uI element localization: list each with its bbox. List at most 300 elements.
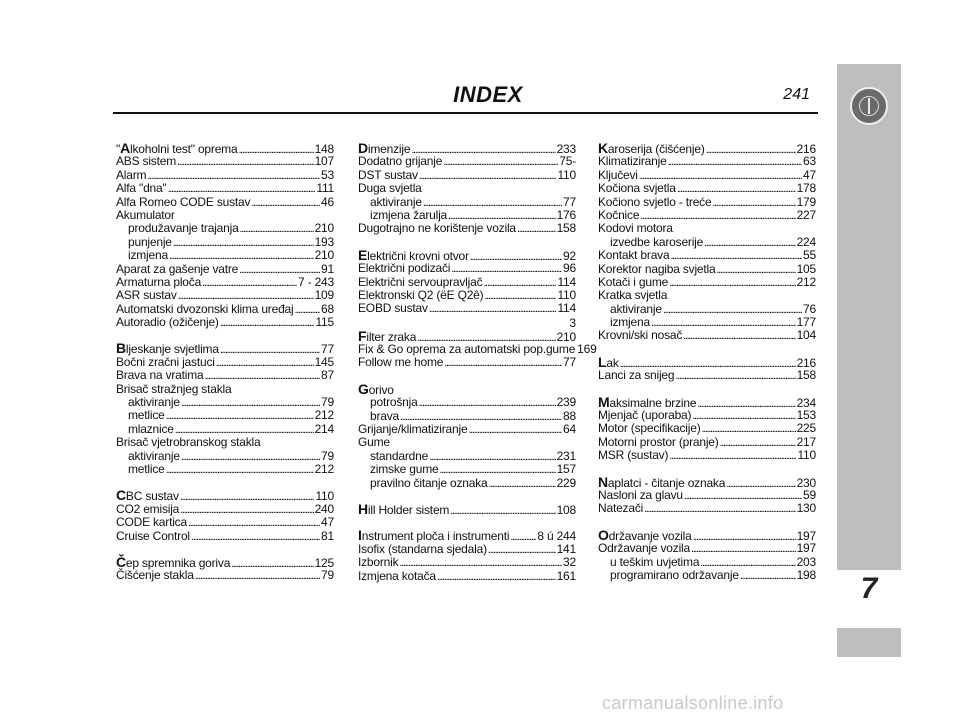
entry-label: produžavanje trajanja bbox=[128, 221, 239, 236]
entry-label: Alfa "dna" bbox=[116, 181, 167, 196]
entry-label: Alfa Romeo CODE sustav bbox=[116, 194, 251, 209]
section-gap bbox=[358, 370, 576, 383]
index-subentry[interactable] bbox=[598, 236, 816, 249]
index-entry[interactable] bbox=[116, 155, 334, 168]
entry-page: 210 bbox=[556, 329, 576, 344]
index-entry[interactable] bbox=[116, 142, 334, 155]
leader-dots bbox=[684, 489, 802, 503]
index-entry[interactable] bbox=[598, 196, 816, 209]
index-entry[interactable] bbox=[598, 409, 816, 422]
index-entry[interactable] bbox=[116, 276, 334, 289]
section-initial: F bbox=[358, 327, 367, 344]
index-entry[interactable] bbox=[358, 423, 576, 436]
entry-label: Duga svjetla bbox=[358, 181, 422, 196]
entry-page: 105 bbox=[796, 261, 816, 276]
leader-dots bbox=[166, 463, 314, 477]
entry-page: 198 bbox=[796, 567, 816, 582]
leader-dots bbox=[716, 263, 795, 277]
index-entry[interactable] bbox=[116, 209, 334, 222]
entry-page: 88 bbox=[563, 408, 576, 423]
index-subentry[interactable] bbox=[116, 423, 334, 436]
entry-page: 193 bbox=[314, 234, 334, 249]
leader-dots bbox=[216, 356, 314, 370]
entry-label: "Alkoholni test" oprema bbox=[116, 140, 238, 156]
index-entry[interactable] bbox=[358, 500, 576, 517]
index-subentry[interactable] bbox=[358, 450, 576, 463]
entry-label: Dimenzije bbox=[358, 140, 411, 156]
leader-dots bbox=[188, 516, 320, 530]
entry-label: Autoradio (ožičenje) bbox=[116, 315, 219, 330]
entry-page: 177 bbox=[796, 315, 816, 330]
entry-page: 46 bbox=[321, 194, 334, 209]
leader-dots bbox=[668, 155, 802, 169]
index-entry[interactable] bbox=[598, 155, 816, 168]
entry-page: 148 bbox=[314, 142, 334, 156]
entry-label: Kratka svjetla bbox=[598, 288, 668, 303]
index-subentry[interactable] bbox=[116, 249, 334, 262]
entry-label: Električni krovni otvor bbox=[358, 246, 469, 263]
entry-label: brava bbox=[370, 408, 400, 423]
index-column-3 bbox=[598, 142, 816, 582]
entry-page: 55 bbox=[803, 248, 816, 263]
index-entry[interactable] bbox=[598, 263, 816, 276]
entry-page: 81 bbox=[321, 528, 334, 543]
entry-page: 157 bbox=[556, 462, 576, 477]
entry-label: metlice bbox=[128, 461, 165, 476]
entry-page: 176 bbox=[556, 207, 576, 222]
entry-label: izvedbe karoserije bbox=[610, 234, 704, 249]
entry-page: 115 bbox=[315, 315, 334, 330]
entry-page: 158 bbox=[796, 368, 816, 383]
entry-label: Naplatci - čitanje oznaka bbox=[598, 473, 726, 490]
leader-dots bbox=[644, 502, 795, 516]
leader-dots bbox=[712, 196, 795, 210]
entry-page: 179 bbox=[796, 194, 816, 209]
entry-label: Brisač vjetrobranskog stakla bbox=[116, 435, 261, 450]
entry-label: Motorni prostor (pranje) bbox=[598, 434, 719, 449]
entry-label: Održavanje vozila bbox=[598, 526, 692, 543]
entry-label: aktiviranje bbox=[128, 448, 180, 463]
entry-label: Ključevi bbox=[598, 167, 638, 182]
entry-label: Karoserija (čišćenje) bbox=[598, 140, 705, 156]
entry-label: izmjena bbox=[610, 315, 650, 330]
entry-page: 130 bbox=[796, 501, 816, 516]
entry-page: 79 bbox=[321, 395, 334, 410]
index-entry[interactable] bbox=[358, 142, 576, 155]
watermark: carmanualsonline.info bbox=[602, 693, 784, 713]
index-subentry[interactable] bbox=[116, 450, 334, 463]
entry-page: 107 bbox=[314, 154, 334, 169]
entry-label: aktiviranje bbox=[370, 194, 422, 209]
index-entry[interactable] bbox=[116, 383, 334, 396]
leader-dots bbox=[669, 276, 795, 290]
index-entry[interactable] bbox=[358, 262, 576, 275]
entry-label: metlice bbox=[128, 408, 165, 423]
leader-dots bbox=[166, 409, 314, 423]
entry-page: 141 bbox=[556, 541, 576, 556]
index-entry[interactable] bbox=[116, 316, 334, 329]
leader-dots bbox=[444, 356, 562, 370]
entry-page: 96 bbox=[563, 261, 576, 276]
leader-dots bbox=[704, 236, 795, 250]
entry-page: 110 bbox=[315, 489, 334, 504]
section-gap bbox=[598, 463, 816, 476]
entry-label: standardne bbox=[370, 448, 429, 463]
leader-dots bbox=[720, 436, 796, 450]
leader-dots bbox=[220, 316, 315, 330]
index-entry[interactable] bbox=[598, 489, 816, 502]
index-column-1 bbox=[116, 142, 334, 583]
index-entry[interactable] bbox=[598, 276, 816, 289]
entry-label: Bočni zračni jastuci bbox=[116, 354, 215, 369]
index-subentry[interactable] bbox=[358, 463, 576, 476]
entry-label: Lak bbox=[598, 353, 619, 370]
leader-dots bbox=[147, 169, 320, 183]
entry-page: 75- bbox=[559, 154, 576, 169]
entry-page: 110 bbox=[557, 287, 576, 302]
entry-label: mlaznice bbox=[128, 421, 174, 436]
entry-page: 224 bbox=[796, 234, 816, 249]
section-initial: Č bbox=[116, 553, 126, 570]
leader-dots bbox=[488, 477, 555, 491]
entry-page: 210 bbox=[314, 248, 334, 263]
index-entry[interactable] bbox=[358, 529, 576, 542]
section-gap bbox=[358, 236, 576, 249]
entry-page: 114 bbox=[557, 274, 576, 289]
chapter-sidebar bbox=[837, 64, 901, 657]
index-entry[interactable] bbox=[598, 142, 816, 155]
entry-label: ABS sistem bbox=[116, 154, 177, 169]
section-gap bbox=[598, 383, 816, 396]
entry-label: Kodovi motora bbox=[598, 221, 673, 236]
section-initial: I bbox=[358, 527, 362, 544]
entry-label: MSR (sustav) bbox=[598, 448, 669, 463]
entry-page: 225 bbox=[796, 421, 816, 436]
entry-label: CO2 emisija bbox=[116, 501, 180, 516]
entry-label: pravilno čitanje oznaka bbox=[370, 475, 488, 490]
entry-label: Električni podizači bbox=[358, 261, 451, 276]
leader-dots bbox=[181, 396, 320, 410]
index-entry[interactable] bbox=[116, 436, 334, 449]
entry-label: Lanci za snijeg bbox=[598, 368, 675, 383]
page-number: 241 bbox=[783, 86, 810, 103]
index-entry[interactable] bbox=[598, 542, 816, 555]
entry-page: 91 bbox=[321, 261, 334, 276]
entry-label: Motor (specifikacije) bbox=[598, 421, 701, 436]
index-subentry[interactable] bbox=[116, 409, 334, 422]
entry-page: 114 bbox=[557, 301, 576, 316]
leader-dots bbox=[663, 303, 802, 317]
entry-label: aktiviranje bbox=[610, 301, 662, 316]
section-initial: N bbox=[598, 473, 608, 490]
index-entry[interactable] bbox=[116, 169, 334, 182]
entry-label: CBC sustav bbox=[116, 487, 179, 504]
index-entry[interactable] bbox=[598, 222, 816, 235]
section-initial: L bbox=[598, 353, 607, 370]
index-entry[interactable] bbox=[598, 473, 816, 490]
leader-dots bbox=[173, 236, 314, 250]
leader-dots bbox=[483, 276, 556, 290]
entry-label: Izbornik bbox=[358, 555, 399, 570]
index-subentry[interactable] bbox=[358, 477, 576, 490]
section-gap bbox=[116, 476, 334, 489]
index-entry[interactable] bbox=[358, 342, 597, 357]
entry-page: 231 bbox=[556, 448, 576, 463]
section-initial: H bbox=[358, 500, 368, 517]
leader-dots bbox=[740, 569, 796, 583]
leader-dots bbox=[191, 530, 320, 544]
entry-label: Isofix (standarna sjedala) bbox=[358, 541, 487, 556]
entry-label: Brisač stražnjeg stakla bbox=[116, 381, 232, 396]
index-entry[interactable] bbox=[358, 380, 576, 397]
leader-dots bbox=[180, 503, 313, 517]
entry-label: Održavanje vozila bbox=[598, 541, 690, 556]
entry-label: Armaturna ploča bbox=[116, 274, 202, 289]
index-entry[interactable] bbox=[358, 570, 576, 583]
entry-label: Dodatno grijanje bbox=[358, 154, 443, 169]
entry-page: 197 bbox=[796, 541, 816, 556]
leader-dots bbox=[419, 169, 557, 183]
entry-page: 216 bbox=[796, 355, 816, 370]
index-entry[interactable] bbox=[358, 169, 576, 182]
index-entry[interactable] bbox=[358, 436, 576, 449]
entry-page: 53 bbox=[321, 167, 334, 182]
entry-label: Izmjena kotača bbox=[358, 568, 436, 583]
entry-label: EOBD sustav bbox=[358, 301, 428, 316]
entry-page: 77 bbox=[563, 355, 576, 370]
index-entry[interactable] bbox=[598, 449, 816, 462]
entry-page: 47 bbox=[321, 515, 334, 530]
entry-label: DST sustav bbox=[358, 167, 418, 182]
index-subentry[interactable] bbox=[116, 236, 334, 249]
index-entry[interactable] bbox=[358, 182, 576, 195]
entry-label: Akumulator bbox=[116, 207, 175, 222]
leader-dots bbox=[468, 423, 562, 437]
index-entry[interactable] bbox=[116, 196, 334, 209]
entry-page: 239 bbox=[556, 395, 576, 410]
entry-label: Instrument ploča i instrumenti bbox=[358, 527, 510, 544]
entry-label: Čišćenje stakla bbox=[116, 568, 194, 583]
entry-page: 212 bbox=[314, 408, 334, 423]
entry-page: 47 bbox=[803, 167, 816, 182]
entry-label: u teškim uvjetima bbox=[610, 554, 700, 569]
entry-page: 87 bbox=[321, 368, 334, 383]
entry-page: 108 bbox=[556, 502, 576, 517]
section-initial: D bbox=[358, 140, 368, 156]
index-entry[interactable] bbox=[598, 169, 816, 182]
leader-dots bbox=[202, 276, 297, 290]
alfa-romeo-logo-icon bbox=[850, 87, 888, 125]
index-entry[interactable] bbox=[598, 182, 816, 195]
entry-page: 197 bbox=[796, 528, 816, 543]
index-entry[interactable] bbox=[598, 249, 816, 262]
index-subentry[interactable] bbox=[598, 569, 816, 582]
leader-dots bbox=[484, 289, 556, 303]
entry-label: Maksimalne brzine bbox=[598, 393, 697, 410]
index-subentry[interactable] bbox=[116, 222, 334, 235]
entry-label: Automatski dvozonski klima uređaj bbox=[116, 301, 294, 316]
entry-label: Bljeskanje svjetlima bbox=[116, 340, 219, 357]
entry-label: Cruise Control bbox=[116, 528, 190, 543]
entry-label: zimske gume bbox=[370, 462, 439, 477]
entry-page: 216 bbox=[796, 142, 816, 156]
index-entry[interactable] bbox=[358, 356, 576, 369]
index-entry[interactable] bbox=[116, 356, 334, 369]
entry-page: 64 bbox=[563, 422, 576, 437]
entry-label: Follow me home bbox=[358, 355, 444, 370]
entry-label: Natezači bbox=[598, 501, 644, 516]
entry-label: Čep spremnika goriva bbox=[116, 553, 231, 570]
index-entry[interactable] bbox=[116, 182, 334, 195]
index-entry[interactable] bbox=[598, 422, 816, 435]
entry-page: 145 bbox=[314, 354, 334, 369]
section-initial: E bbox=[358, 246, 368, 263]
entry-page: 111 bbox=[316, 181, 334, 196]
entry-page: 240 bbox=[314, 501, 334, 516]
leader-dots bbox=[429, 302, 557, 316]
index-entry[interactable] bbox=[598, 369, 816, 382]
entry-label: Grijanje/klimatiziranje bbox=[358, 422, 468, 437]
entry-label: izmjena bbox=[128, 248, 168, 263]
entry-page: 104 bbox=[796, 328, 816, 343]
index-entry[interactable] bbox=[116, 289, 334, 302]
entry-label: CODE kartica bbox=[116, 515, 187, 530]
entry-page: 234 bbox=[796, 395, 816, 410]
index-entry[interactable] bbox=[358, 302, 576, 315]
entry-label: Fix & Go oprema za automatski pop.gume bbox=[358, 342, 576, 357]
section-initial: O bbox=[598, 526, 609, 543]
leader-dots bbox=[683, 329, 795, 343]
index-entry[interactable] bbox=[116, 303, 334, 316]
index-subentry[interactable] bbox=[598, 316, 816, 329]
entry-label: ASR sustav bbox=[116, 288, 177, 303]
section-initial: G bbox=[358, 380, 369, 397]
entry-label: potrošnja bbox=[370, 395, 418, 410]
entry-label: aktiviranje bbox=[128, 395, 180, 410]
index-entry[interactable] bbox=[358, 276, 576, 289]
entry-page: 169 bbox=[577, 342, 597, 357]
index-entry[interactable] bbox=[598, 329, 816, 342]
leader-dots bbox=[419, 396, 556, 410]
entry-page: 110 bbox=[797, 448, 816, 463]
leader-dots bbox=[675, 369, 795, 383]
leader-dots bbox=[443, 155, 558, 169]
leader-dots bbox=[692, 409, 795, 423]
leader-dots bbox=[177, 155, 314, 169]
entry-page: 59 bbox=[803, 487, 816, 502]
index-entry[interactable] bbox=[116, 489, 334, 502]
index-entry[interactable] bbox=[116, 530, 334, 543]
entry-page: 8 ú 244 bbox=[537, 529, 576, 544]
index-entry[interactable] bbox=[598, 289, 816, 302]
entry-label: Brava na vratima bbox=[116, 368, 204, 383]
leader-dots bbox=[669, 449, 796, 463]
entry-label: punjenje bbox=[128, 234, 172, 249]
index-entry[interactable] bbox=[116, 369, 334, 382]
index-entry[interactable] bbox=[598, 209, 816, 222]
entry-page: 212 bbox=[314, 461, 334, 476]
index-subentry[interactable] bbox=[358, 396, 576, 409]
index-entry[interactable] bbox=[358, 246, 576, 263]
leader-dots bbox=[251, 196, 320, 210]
entry-page: 79 bbox=[321, 568, 334, 583]
index-entry[interactable] bbox=[116, 263, 334, 276]
index-subentry[interactable] bbox=[598, 303, 816, 316]
entry-page: 229 bbox=[556, 475, 576, 490]
entry-label: Elektronski Q2 (ëE Q2ê) bbox=[358, 287, 484, 302]
entry-label: Aparat za gašenje vatre bbox=[116, 261, 239, 276]
index-entry[interactable] bbox=[116, 503, 334, 516]
entry-page: 217 bbox=[796, 434, 816, 449]
entry-page: 92 bbox=[563, 248, 576, 263]
index-entry[interactable] bbox=[598, 502, 816, 515]
entry-label: Dugotrajno ne korištenje vozila bbox=[358, 221, 516, 236]
index-subentry[interactable] bbox=[358, 209, 576, 222]
index-entry[interactable] bbox=[116, 516, 334, 529]
index-entry[interactable] bbox=[358, 155, 576, 168]
entry-page: 109 bbox=[314, 288, 334, 303]
entry-page: 110 bbox=[557, 167, 576, 182]
entry-page: 210 bbox=[314, 221, 334, 236]
index-entry[interactable] bbox=[358, 289, 576, 302]
leader-dots bbox=[450, 504, 555, 518]
index-entry[interactable] bbox=[598, 353, 816, 370]
index-subentry[interactable] bbox=[358, 410, 576, 423]
entry-page: 7 - 243 bbox=[298, 274, 334, 289]
entry-page: 125 bbox=[314, 555, 334, 570]
leader-dots bbox=[181, 450, 320, 464]
index-subentry[interactable] bbox=[116, 396, 334, 409]
entry-label: Kočiona svjetla bbox=[598, 181, 676, 196]
entry-page: 63 bbox=[803, 154, 816, 169]
entry-page: 77 bbox=[321, 342, 334, 357]
leader-dots bbox=[691, 542, 796, 556]
entry-page: 76 bbox=[803, 301, 816, 316]
index-entry[interactable] bbox=[358, 556, 576, 569]
stray-page-mark: 3 bbox=[569, 315, 576, 330]
index-entry[interactable] bbox=[116, 569, 334, 582]
index-column-2 bbox=[358, 140, 597, 583]
entry-label: Hill Holder sistem bbox=[358, 500, 450, 517]
entry-label: Krovni/ski nosač bbox=[598, 328, 683, 343]
entry-page: 230 bbox=[796, 475, 816, 490]
section-initial: A bbox=[120, 140, 130, 156]
entry-page: 214 bbox=[314, 421, 334, 436]
index-entry[interactable] bbox=[598, 393, 816, 410]
index-entry[interactable] bbox=[358, 327, 576, 344]
index-entry[interactable] bbox=[598, 436, 816, 449]
entry-label: Filter zraka bbox=[358, 327, 417, 344]
index-subentry[interactable] bbox=[358, 196, 576, 209]
entry-page: 77 bbox=[563, 194, 576, 209]
entry-page: 203 bbox=[796, 554, 816, 569]
index-entry[interactable] bbox=[116, 342, 334, 355]
section-initial: B bbox=[116, 340, 126, 357]
index-subentry[interactable] bbox=[598, 556, 816, 569]
chapter-number: 7 bbox=[860, 572, 878, 605]
header-divider bbox=[113, 112, 818, 114]
index-entry[interactable] bbox=[358, 222, 576, 235]
index-entry[interactable] bbox=[358, 543, 576, 556]
index-entry[interactable] bbox=[598, 526, 816, 543]
entry-label: programirano održavanje bbox=[610, 567, 739, 582]
entry-label: Električni servoupravljač bbox=[358, 274, 483, 289]
index-subentry[interactable] bbox=[116, 463, 334, 476]
leader-dots bbox=[437, 570, 556, 584]
entry-label: Korektor nagiba svjetla bbox=[598, 261, 716, 276]
entry-page: 153 bbox=[796, 408, 816, 423]
entry-page: 227 bbox=[796, 207, 816, 222]
